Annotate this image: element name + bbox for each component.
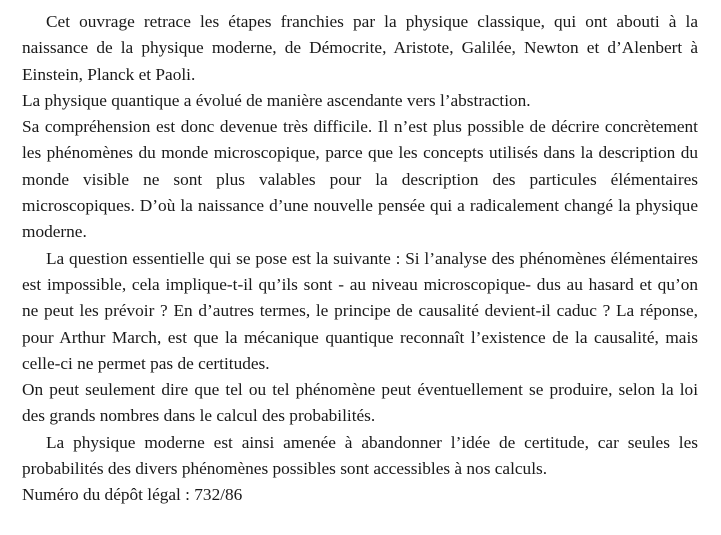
paragraph-intro: Cet ouvrage retrace les étapes franchies par la physique classique, qui ont abouti à la naissance de la physique moderne, de Démocrite, Aristote, Galilée, Newton et d’Alenbert à Einstein, Planck et Paoli. (22, 12, 698, 84)
paragraph-certitude: La physique moderne est ainsi amenée à abandonner l’idée de certitude, car seules les probabilités des divers phénomènes possibles sont accessibles à nos calculs. (22, 432, 698, 479)
paragraph-question: La question essentielle qui se pose est la suivante : Si l’analyse des phénomènes élémentaires est impossible, cela implique-t-il qu’ils sont - au niveau microscopique- dus au hasard et qu’on ne peut les prévoir ? En d’autres termes, le principe de causalité devient-il caduc ? La réponse, pour Arthur March, est que la mécanique quantique reconnaît l’existence de la causalité, mais celle-ci ne permet pas de certitudes. (22, 248, 698, 373)
paragraph-abstraction: La physique quantique a évolué de manière ascendante vers l’abstraction. (22, 90, 531, 110)
paragraph-probabilities: On peut seulement dire que tel ou tel phénomène peut éventuellement se produire, selon la loi des grands nombres dans le calcul des probabilités. (22, 380, 698, 426)
legal-deposit-number: Numéro du dépôt légal : 732/86 (22, 485, 243, 505)
document-body (22, 9, 698, 509)
paragraph-comprehension: Sa compréhension est donc devenue très difficile. Il n’est plus possible de décrire concrètement les phénomènes du monde microscopique, parce que les concepts utilisés dans la description du monde visible ne sont plus valables pour la description des particules élémentaires microscopiques. D’où la naissance d’une nouvelle pensée qui a radicalement changé la physique moderne. (22, 117, 698, 242)
